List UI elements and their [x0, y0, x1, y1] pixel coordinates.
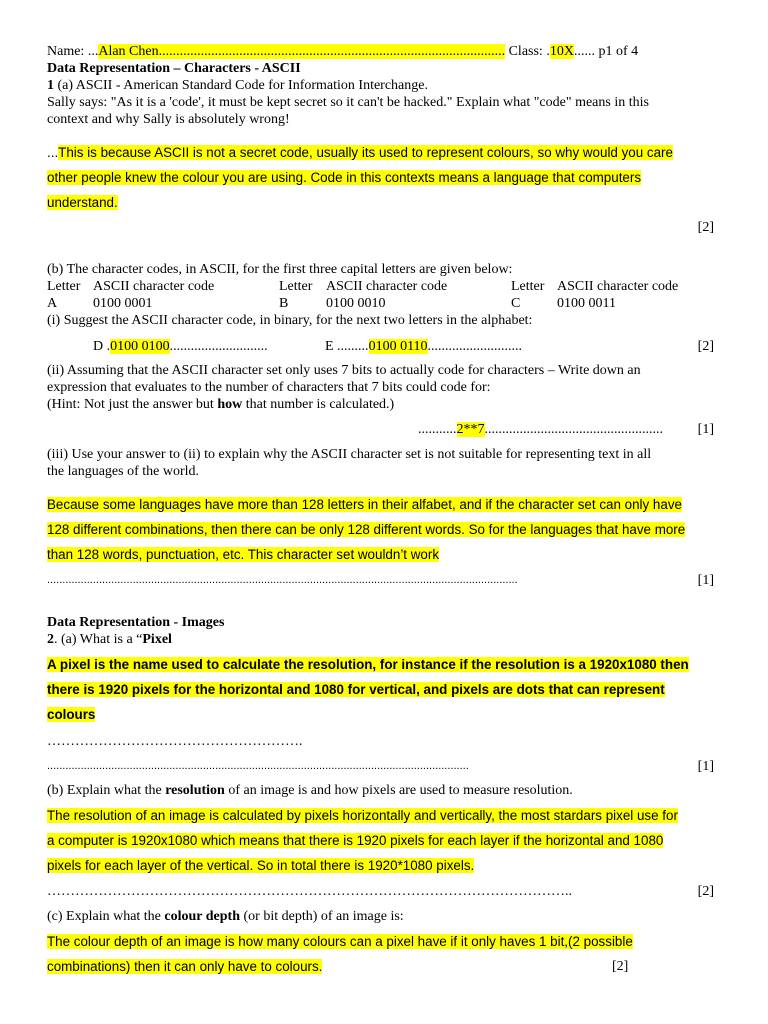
- q1bii-line1: (ii) Assuming that the ASCII character set only uses 7 bits to actually code for characters – Write down an: [47, 363, 641, 378]
- q2b-answer-line1: [47, 807, 678, 824]
- e-label: E .........: [325, 339, 369, 354]
- e-dots: ...........................: [427, 339, 523, 354]
- page-info: ...... p1 of 4: [573, 44, 639, 59]
- q1bii-answer[interactable]: 2**7: [456, 422, 485, 437]
- q1biii-answer-text2: 128 different combinations, then there can be only 128 different words. So for the languages that have more: [47, 522, 686, 537]
- table-cell: 0100 0001: [93, 296, 153, 311]
- q2c-prompt-a: (c) Explain what the: [47, 909, 165, 924]
- q2b-answer-text3: pixels for each layer of the vertical. So in total there is 1920*1080 pixels.: [47, 858, 475, 873]
- section-title-ascii: Data Representation – Characters - ASCII: [47, 61, 301, 76]
- class-value[interactable]: 10X: [549, 44, 574, 59]
- q2b-prompt: [47, 782, 573, 799]
- q2-number: 2: [47, 632, 54, 647]
- q2c-prompt-b: (or bit depth) of an image is:: [240, 909, 404, 924]
- q1a-answer-text1: This is because ASCII is not a secret code, usually its used to represent colours, so why would you care: [58, 145, 673, 160]
- q2a-answer-line3: [47, 706, 95, 723]
- e-answer[interactable]: 0100 0110: [368, 339, 428, 354]
- section-title-images: Data Representation - Images: [47, 615, 225, 630]
- q1-number: 1: [47, 78, 54, 93]
- dots-before: ...........: [418, 422, 457, 437]
- table-header: Letter: [47, 279, 81, 294]
- q2c-marks: [2]: [612, 959, 629, 974]
- table-header: ASCII character code: [326, 279, 448, 294]
- q1bi-marks: [2]: [697, 339, 714, 354]
- q1biii-marks: [1]: [697, 573, 714, 588]
- q1bii-line2: expression that evaluates to the number of characters that 7 bits could code for:: [47, 380, 491, 395]
- table-cell: C: [511, 296, 521, 311]
- q1a-answer-line1: [47, 144, 673, 161]
- q2a-answer-text2: there is 1920 pixels for the horizontal and 1080 for vertical, and pixels are dots that can represent: [47, 682, 665, 697]
- q2c-answer-text1: The colour depth of an image is how many colours can a pixel have if it only haves 1 bit,(2 possible: [47, 934, 633, 949]
- q1a-intro: [47, 77, 428, 94]
- q1a-marks: [2]: [697, 220, 714, 235]
- table-header: Letter: [279, 279, 313, 294]
- table-header: ASCII character code: [557, 279, 679, 294]
- d-label: D .: [93, 339, 111, 354]
- hint-bold: how: [217, 397, 243, 412]
- q1bii-answer-line: [418, 421, 663, 438]
- q2b-answer-line3: [47, 857, 474, 874]
- table-header: ASCII character code: [93, 279, 215, 294]
- q2a-prompt-bold: Pixel: [142, 632, 172, 647]
- q2b-marks: [2]: [697, 884, 714, 899]
- q2a-answer-text1: A pixel is the name used to calculate the resolution, for instance if the resolution is a 1920x1080 then: [47, 657, 689, 672]
- q2b-prompt-b: of an image is and how pixels are used to measure resolution.: [224, 783, 573, 798]
- q2c-answer-line1: [47, 933, 633, 950]
- q1a-answer-prefix: ...: [47, 145, 59, 160]
- q2a-dots2: ..........................................................................................................................................: [47, 760, 469, 772]
- q1biii-answer-line3: [47, 546, 439, 563]
- q1a-answer-line3: [47, 194, 118, 211]
- table-cell: 0100 0011: [557, 296, 616, 311]
- table-cell: 0100 0010: [326, 296, 386, 311]
- hint-text-a: (Hint: Not just the answer but: [47, 397, 218, 412]
- student-name-field[interactable]: [98, 44, 505, 59]
- q2a-answer-line1: [47, 656, 689, 673]
- q2a-prompt-text: . (a) What is a “: [54, 632, 143, 647]
- q2b-dots: …………………………………………………………………………………………………..: [47, 884, 572, 899]
- q1bi-prompt: (i) Suggest the ASCII character code, in binary, for the next two letters in the alphabet:: [47, 313, 533, 328]
- table-header: Letter: [511, 279, 545, 294]
- q2b-prompt-a: (b) Explain what the: [47, 783, 166, 798]
- q2a-answer-line2: [47, 681, 665, 698]
- q1biii-line1: (iii) Use your answer to (ii) to explain why the ASCII character set is not suitable for representing text in all: [47, 447, 652, 462]
- q1a-answer-text2: other people knew the colour you are using. Code in this contexts means a language that computers: [47, 170, 642, 185]
- q1biii-answer-line1: [47, 496, 682, 513]
- q2b-answer-text2: a computer is 1920x1080 which means that there is 1920 pixels for each layer if the horizontal and 1080: [47, 833, 664, 848]
- q2c-answer-line2: [47, 958, 322, 975]
- q2b-prompt-bold: resolution: [165, 783, 225, 798]
- hint-text-b: that number is calculated.): [242, 397, 395, 412]
- q1a-prompt-line2: context and why Sally is absolutely wrong!: [47, 112, 290, 127]
- q1biii-answer-text1: Because some languages have more than 128 letters in their alfabet, and if the character set can only have: [47, 497, 682, 512]
- name-class-line: [47, 43, 638, 60]
- table-cell: A: [47, 296, 58, 311]
- q2b-answer-text1: The resolution of an image is calculated by pixels horizontally and vertically, the most stardars pixel use for: [47, 808, 678, 823]
- q2a-answer-text3: colours: [47, 707, 96, 722]
- q2a-dots1: ……………………………………………….: [47, 734, 303, 749]
- q2a-prompt: [47, 631, 172, 648]
- student-name: Alan Chen: [98, 44, 159, 59]
- q2a-marks: [1]: [697, 759, 714, 774]
- q1biii-dots: ..........................................................................................................................................................: [47, 574, 518, 586]
- q1a-answer-line2: [47, 169, 641, 186]
- q1a-answer-text3: understand.: [47, 195, 118, 210]
- q1bi-d-line: [93, 338, 268, 355]
- q2b-answer-line2: [47, 832, 663, 849]
- q1a-intro-text: (a) ASCII - American Standard Code for Information Interchange.: [54, 78, 428, 93]
- q1biii-answer-line2: [47, 521, 685, 538]
- q1biii-line2: the languages of the world.: [47, 464, 200, 479]
- q2c-answer-text2: combinations) then it can only have to colours.: [47, 959, 323, 974]
- q1bii-hint: [47, 396, 394, 413]
- q1b-prompt: (b) The character codes, in ASCII, for the first three capital letters are given below:: [47, 262, 513, 277]
- q1biii-answer-text3: than 128 words, punctuation, etc. This character set wouldn’t work: [47, 547, 440, 562]
- q1bii-marks: [1]: [697, 422, 714, 437]
- dots-after: ...................................................: [484, 422, 663, 437]
- class-label: Class: .: [505, 44, 550, 59]
- d-answer[interactable]: 0100 0100: [110, 339, 170, 354]
- name-dots: ...................................................................................................: [158, 44, 506, 59]
- name-label: Name: ...: [47, 44, 99, 59]
- q1bi-e-line: [325, 338, 522, 355]
- q1a-prompt-line1: Sally says: "As it is a 'code', it must be kept secret so it can't be hacked." Explain what "code" means in this: [47, 95, 649, 110]
- q2c-prompt-bold: colour depth: [164, 909, 240, 924]
- table-cell: B: [279, 296, 289, 311]
- q2c-prompt: [47, 908, 404, 925]
- d-dots: ............................: [169, 339, 268, 354]
